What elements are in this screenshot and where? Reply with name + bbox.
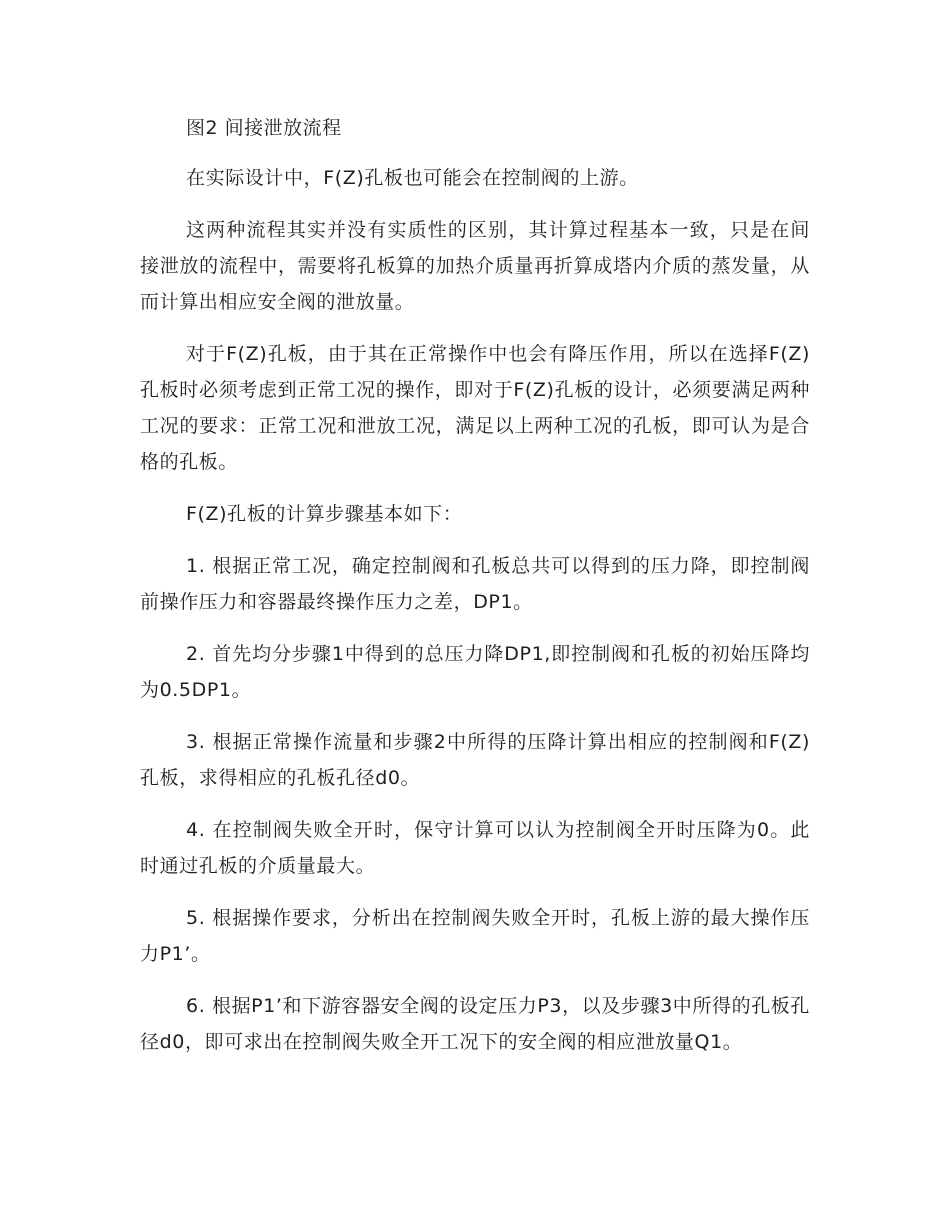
paragraph-control-valve-upstream: 在实际设计中，F(Z)孔板也可能会在控制阀的上游。 bbox=[186, 167, 639, 189]
paragraph-steps-intro: F(Z)孔板的计算步骤基本如下： bbox=[186, 503, 463, 525]
figure-caption: 图2 间接泄放流程 bbox=[186, 117, 342, 139]
step-6: 6. 根据P1’和下游容器安全阀的设定压力P3，以及步骤3中所得的孔板孔径d0，即可求出在控制阀失败全开工况下的安全阀的相应泄放量Q1。 bbox=[140, 995, 810, 1053]
step-4: 4. 在控制阀失败全开时，保守计算可以认为控制阀全开时压降为0。此时通过孔板的介质量最大。 bbox=[140, 819, 810, 877]
step-2: 2. 首先均分步骤1中得到的总压力降DP1,即控制阀和孔板的初始压降均为0.5DP1。 bbox=[140, 643, 810, 701]
step-3: 3. 根据正常操作流量和步骤2中所得的压降计算出相应的控制阀和F(Z)孔板，求得相应的孔板孔径d0。 bbox=[140, 731, 810, 789]
step-1: 1. 根据正常工况，确定控制阀和孔板总共可以得到的压力降，即控制阀前操作压力和容器最终操作压力之差，DP1。 bbox=[140, 555, 810, 613]
step-5: 5. 根据操作要求，分析出在控制阀失败全开时，孔板上游的最大操作压力P1’。 bbox=[140, 907, 810, 965]
paragraph-orifice-requirements: 对于F(Z)孔板，由于其在正常操作中也会有降压作用，所以在选择F(Z)孔板时必须考虑到正常工况的操作，即对于F(Z)孔板的设计，必须要满足两种工况的要求：正常工况和泄放工况，满足以上两种工况的孔板，即可认为是合格的孔板。 bbox=[140, 343, 810, 473]
paragraph-indirect-relief: 这两种流程其实并没有实质性的区别，其计算过程基本一致，只是在间接泄放的流程中，需要将孔板算的加热介质量再折算成塔内介质的蒸发量，从而计算出相应安全阀的泄放量。 bbox=[140, 219, 810, 313]
